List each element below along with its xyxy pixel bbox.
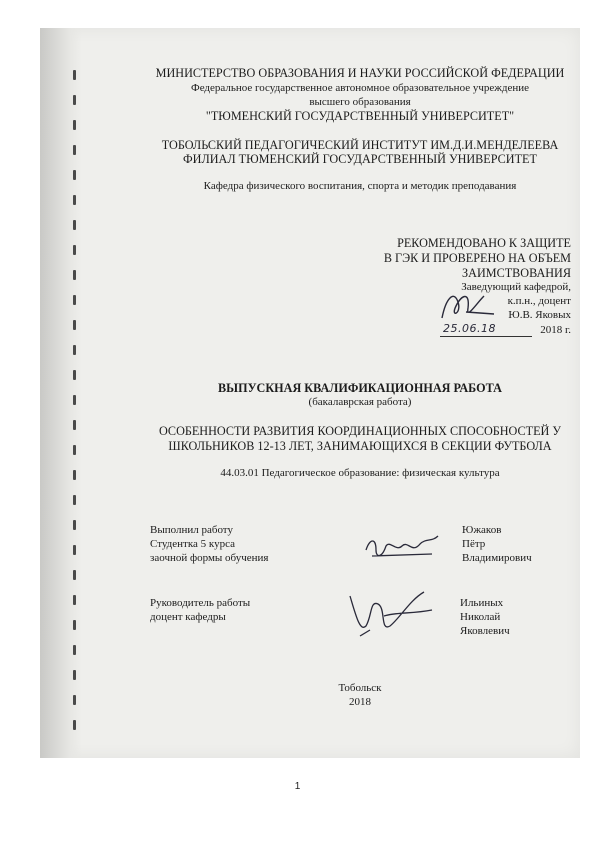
binding-hole: [73, 145, 76, 155]
approval-line-2: В ГЭК И ПРОВЕРЕНО НА ОБЪЕМ: [383, 251, 571, 265]
work-subtype: (бакалаврская работа): [308, 396, 412, 408]
binding-hole: [73, 170, 76, 180]
binding-hole: [73, 320, 76, 330]
binding-hole: [73, 720, 76, 730]
binding-hole: [73, 595, 76, 605]
branch-name: ФИЛИАЛ ТЮМЕНСКИЙ ГОСУДАРСТВЕННЫЙ УНИВЕРСИТЕТ: [183, 152, 537, 166]
binding-hole: [73, 695, 76, 705]
federal-line-2: высшего образования: [309, 96, 411, 108]
handwritten-date: 25.06.18: [443, 322, 496, 335]
binding-hole: [73, 420, 76, 430]
binding-hole: [73, 195, 76, 205]
approval-line-1: РЕКОМЕНДОВАНО К ЗАЩИТЕ: [397, 236, 571, 250]
student-label-1: Выполнил работу: [150, 524, 233, 536]
department-name: Кафедра физического воспитания, спорта и методик преподавания: [203, 180, 517, 192]
binding-hole: [73, 470, 76, 480]
binding-hole: [73, 220, 76, 230]
binding-hole: [73, 70, 76, 80]
binding-hole: [73, 520, 76, 530]
university-name: "ТЮМЕНСКИЙ ГОСУДАРСТВЕННЫЙ УНИВЕРСИТЕТ": [205, 109, 515, 123]
work-title-line-2: ШКОЛЬНИКОВ 12-13 ЛЕТ, ЗАНИМАЮЩИХСЯ В СЕКЦИИ ФУТБОЛА: [168, 439, 552, 453]
binding-hole: [73, 345, 76, 355]
head-degree: к.п.н., доцент: [507, 295, 571, 307]
date-underline: [440, 336, 532, 337]
supervisor-surname: Ильиных: [460, 597, 504, 609]
supervisor-name: Николай: [460, 611, 501, 623]
supervisor-label-2: доцент кафедры: [150, 611, 226, 623]
year: 2018: [349, 696, 371, 708]
binding-hole: [73, 395, 76, 405]
binding-hole: [73, 370, 76, 380]
supervisor-patronymic: Яковлевич: [460, 625, 510, 637]
binding-hole: [73, 545, 76, 555]
student-patronymic: Владимирович: [462, 552, 532, 564]
binding-hole: [73, 645, 76, 655]
head-name: Ю.В. Яковых: [508, 309, 571, 321]
specialty: 44.03.01 Педагогическое образование: физическая культура: [220, 467, 500, 479]
student-signature: [362, 532, 442, 566]
binding-hole: [73, 95, 76, 105]
page-number: 1: [294, 781, 301, 792]
ministry-line: МИНИСТЕРСТВО ОБРАЗОВАНИЯ И НАУКИ РОССИЙСКОЙ ФЕДЕРАЦИИ: [155, 66, 565, 80]
supervisor-signature: [340, 586, 440, 642]
institute-name: ТОБОЛЬСКИЙ ПЕДАГОГИЧЕСКИЙ ИНСТИТУТ ИМ.Д.И.МЕНДЕЛЕЕВА: [161, 138, 559, 152]
head-title: Заведующий кафедрой,: [461, 281, 571, 293]
city: Тобольск: [338, 682, 382, 694]
student-label-2: Студентка 5 курса: [150, 538, 235, 550]
binding-hole: [73, 445, 76, 455]
binding-hole: [73, 245, 76, 255]
work-title-line-1: ОСОБЕННОСТИ РАЗВИТИЯ КООРДИНАЦИОННЫХ СПОСОБНОСТЕЙ У: [158, 424, 562, 438]
binding-hole: [73, 295, 76, 305]
approval-line-3: ЗАИМСТВОВАНИЯ: [462, 266, 571, 280]
binding-hole: [73, 670, 76, 680]
binding-hole: [73, 495, 76, 505]
supervisor-label-1: Руководитель работы: [150, 597, 251, 609]
binding-hole: [73, 570, 76, 580]
approval-year: 2018 г.: [540, 324, 571, 336]
student-surname: Южаков: [462, 524, 502, 536]
student-label-3: заочной формы обучения: [150, 552, 269, 564]
binding-hole: [73, 270, 76, 280]
federal-line-1: Федеральное государственное автономное образовательное учреждение: [191, 82, 529, 94]
work-type: ВЫПУСКНАЯ КВАЛИФИКАЦИОННАЯ РАБОТА: [218, 381, 502, 395]
binding-hole: [73, 120, 76, 130]
student-name: Пётр: [462, 538, 486, 550]
binding-hole: [73, 620, 76, 630]
